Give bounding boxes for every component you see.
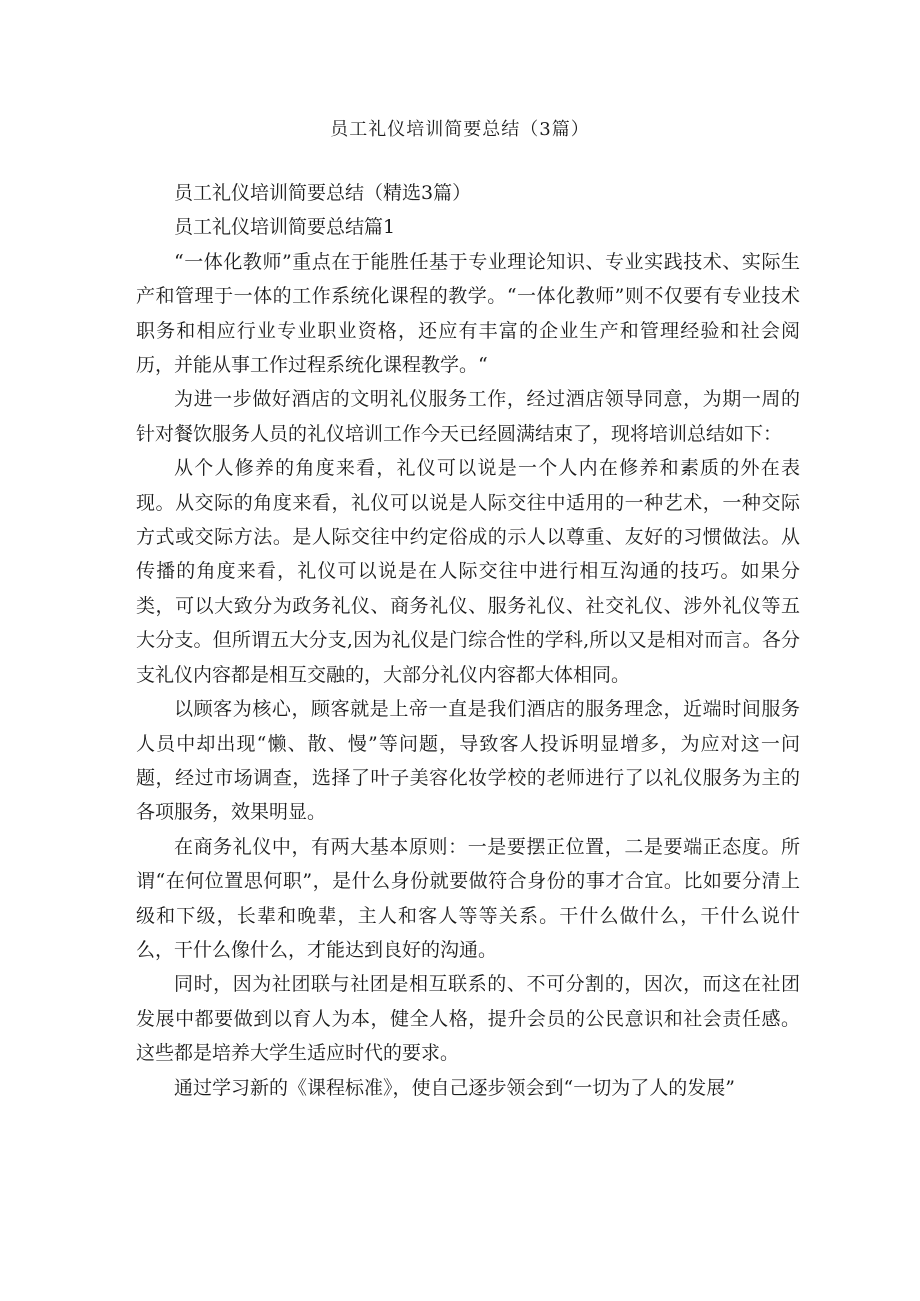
paragraph: “一体化教师”重点在于能胜任基于专业理论知识、专业实践技术、实际生产和管理于一体的工作系统化课程的教学。“一体化教师”则不仅要有专业技术职务和相应行业专业职业资格，还应有丰富的企业生产和管理经验和社会阅历，并能从事工作过程系统化课程教学。“: [136, 250, 800, 377]
paragraph: 同时，因为社团联与社团是相互联系的、不可分割的，因次，而这在社团发展中都要做到以育人为本，健全人格，提升会员的公民意识和社会责任感。这些都是培养大学生适应时代的要求。: [136, 973, 800, 1065]
paragraph: 通过学习新的《课程标准》，使自己逐步领会到“一切为了人的发展”: [174, 1076, 735, 1099]
paragraph-section-heading: 员工礼仪培训简要总结篇1: [174, 216, 396, 239]
document-body: [136, 176, 800, 1105]
paragraph: 从个人修养的角度来看，礼仪可以说是一个人内在修养和素质的外在表现。从交际的角度来看，礼仪可以说是人际交往中适用的一种艺术，一种交际方式或交际方法。是人际交往中约定俗成的示人以尊重、友好的习惯做法。从传播的角度来看，礼仪可以说是在人际交往中进行相互沟通的技巧。如果分类，可以大致分为政务礼仪、商务礼仪、服务礼仪、社交礼仪、涉外礼仪等五大分支。但所谓五大分支,因为礼仪是门综合性的学科,所以又是相对而言。各分支礼仪内容都是相互交融的，大部分礼仪内容都大体相同。: [136, 457, 800, 686]
document-title: 员工礼仪培训简要总结（3篇）: [330, 119, 590, 140]
paragraph: 以顾客为核心，顾客就是上帝一直是我们酒店的服务理念，近端时间服务人员中却出现“懒、散、慢”等问题，导致客人投诉明显增多，为应对这一问题，经过市场调查，选择了叶子美容化妆学校的老师进行了以礼仪服务为主的各项服务，效果明显。: [136, 698, 800, 824]
paragraph: 为进一步做好酒店的文明礼仪服务工作，经过酒店领导同意，为期一周的针对餐饮服务人员的礼仪培训工作今天已经圆满结束了，现将培训总结如下：: [136, 388, 800, 445]
paragraph: 在商务礼仪中，有两大基本原则：一是要摆正位置，二是要端正态度。所谓“在何位置思何职”，是什么身份就要做符合身份的事才合宜。比如要分清上级和下级，长辈和晚辈，主人和客人等等关系。干什么做什么，干什么说什么，干什么像什么，才能达到良好的沟通。: [136, 835, 800, 961]
paragraph-subtitle: 员工礼仪培训简要总结（精选3篇）: [174, 182, 472, 204]
